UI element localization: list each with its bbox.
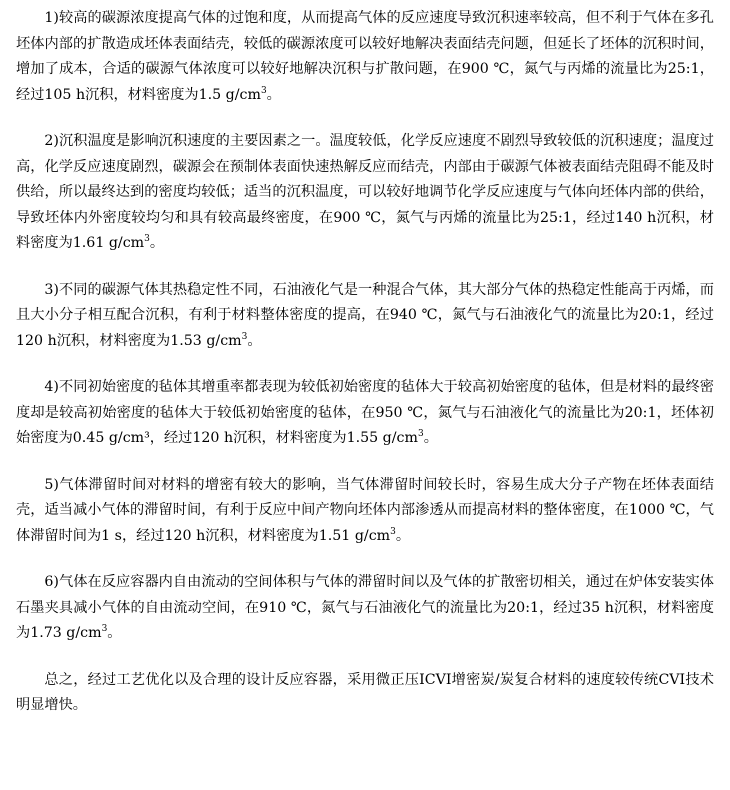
paragraph-4 [16,375,714,452]
paragraph-1 [16,6,714,108]
superscript: 3 [260,85,267,96]
paragraph-tail: 。 [395,527,411,544]
paragraph-5 [16,473,714,550]
paragraph-3 [16,278,714,355]
paragraph-text: 6)气体在反应容器内自由流动的空间体积与气体的滞留时间以及气体的扩散密切相关，通过在炉体安装实体石墨夹具减小气体的自由流动空间，在910 ℃，氮气与石油液化气的流量比为20:1，经过35 h沉积，材料密度为1.73 g/cm [16,574,714,641]
superscript: 3 [241,331,248,342]
paragraph-tail: 。 [107,625,122,641]
superscript: 3 [144,234,150,244]
paragraph-text: 4)不同初始密度的毡体其增重率都表现为较低初始密度的毡体大于较高初始密度的毡体，但是材料的最终密度却是较高初始密度的毡体大于较低初始密度的毡体，在950 ℃，氮气与石油液化气的流量比为20:1，坯体初始密度为0.45 g/cm³，经过120 h沉积，材料密度为1.55 g/cm [16,379,714,446]
paragraph-tail: 。 [423,430,438,446]
paragraph-text: 总之，经过工艺优化以及合理的设计反应容器，采用微正压ICVI增密炭/炭复合材料的速度较传统CVI技术明显增快。 [16,671,714,713]
paragraph-tail: 。 [247,332,262,349]
superscript: 3 [101,624,108,634]
paragraph-text: 2)沉积温度是影响沉积速度的主要因素之一。温度较低，化学反应速度不剧烈导致较低的沉积速度；温度过高，化学反应速度剧烈，碳源会在预制体表面快速热解反应而结壳，内部由于碳源气体被表面结壳阻碍不能及时供给，所以最终达到的密度均较低；适当的沉积温度，可以较好地调节化学反应速度与气体向坯体内部的供给，导致坯体内外密度较均匀和具有较高最终密度，在900 ℃，氮气与丙烯的流量比为25:1，经过140 h沉积，材料密度为1.61 g/cm [16,133,714,251]
paragraph-conclusion [16,668,714,719]
paragraph-tail: 。 [149,235,165,251]
paragraph-tail: 。 [266,86,281,103]
paragraph-text: 3)不同的碳源气体其热稳定性不同，石油液化气是一种混合气体，其大部分气体的热稳定性能高于丙烯，而且大小分子相互配合沉积，有利于材料整体密度的提高，在940 ℃，氮气与石油液化气的流量比为20:1，经过120 h沉积，材料密度为1.53 g/cm [16,281,714,349]
paragraph-2 [16,129,714,257]
paragraph-text: 5)气体滞留时间对材料的增密有较大的影响，当气体滞留时间较长时，容易生成大分子产物在坯体表面结壳，适当减小气体的滞留时间，有利于反应中间产物向坯体内部渗透从而提高材料的整体密度，在1000 ℃，气体滞留时间为1 s，经过120 h沉积，材料密度为1.51 g/cm [16,476,714,544]
paragraph-6 [16,570,714,647]
paragraph-text: 1)较高的碳源浓度提高气体的过饱和度，从而提高气体的反应速度导致沉积速率较高，但不利于气体在多孔坯体内部的扩散造成坯体表面结壳，较低的碳源浓度可以较好地解决表面结壳问题，但延长了坯体的沉积时间，增加了成本，合适的碳源气体浓度可以较好地解决沉积与扩散问题，在900 ℃，氮气与丙烯的流量比为25:1，经过105 h沉积，材料密度为1.5 g/cm [16,10,714,103]
superscript: 3 [417,429,424,439]
superscript: 3 [390,526,396,537]
